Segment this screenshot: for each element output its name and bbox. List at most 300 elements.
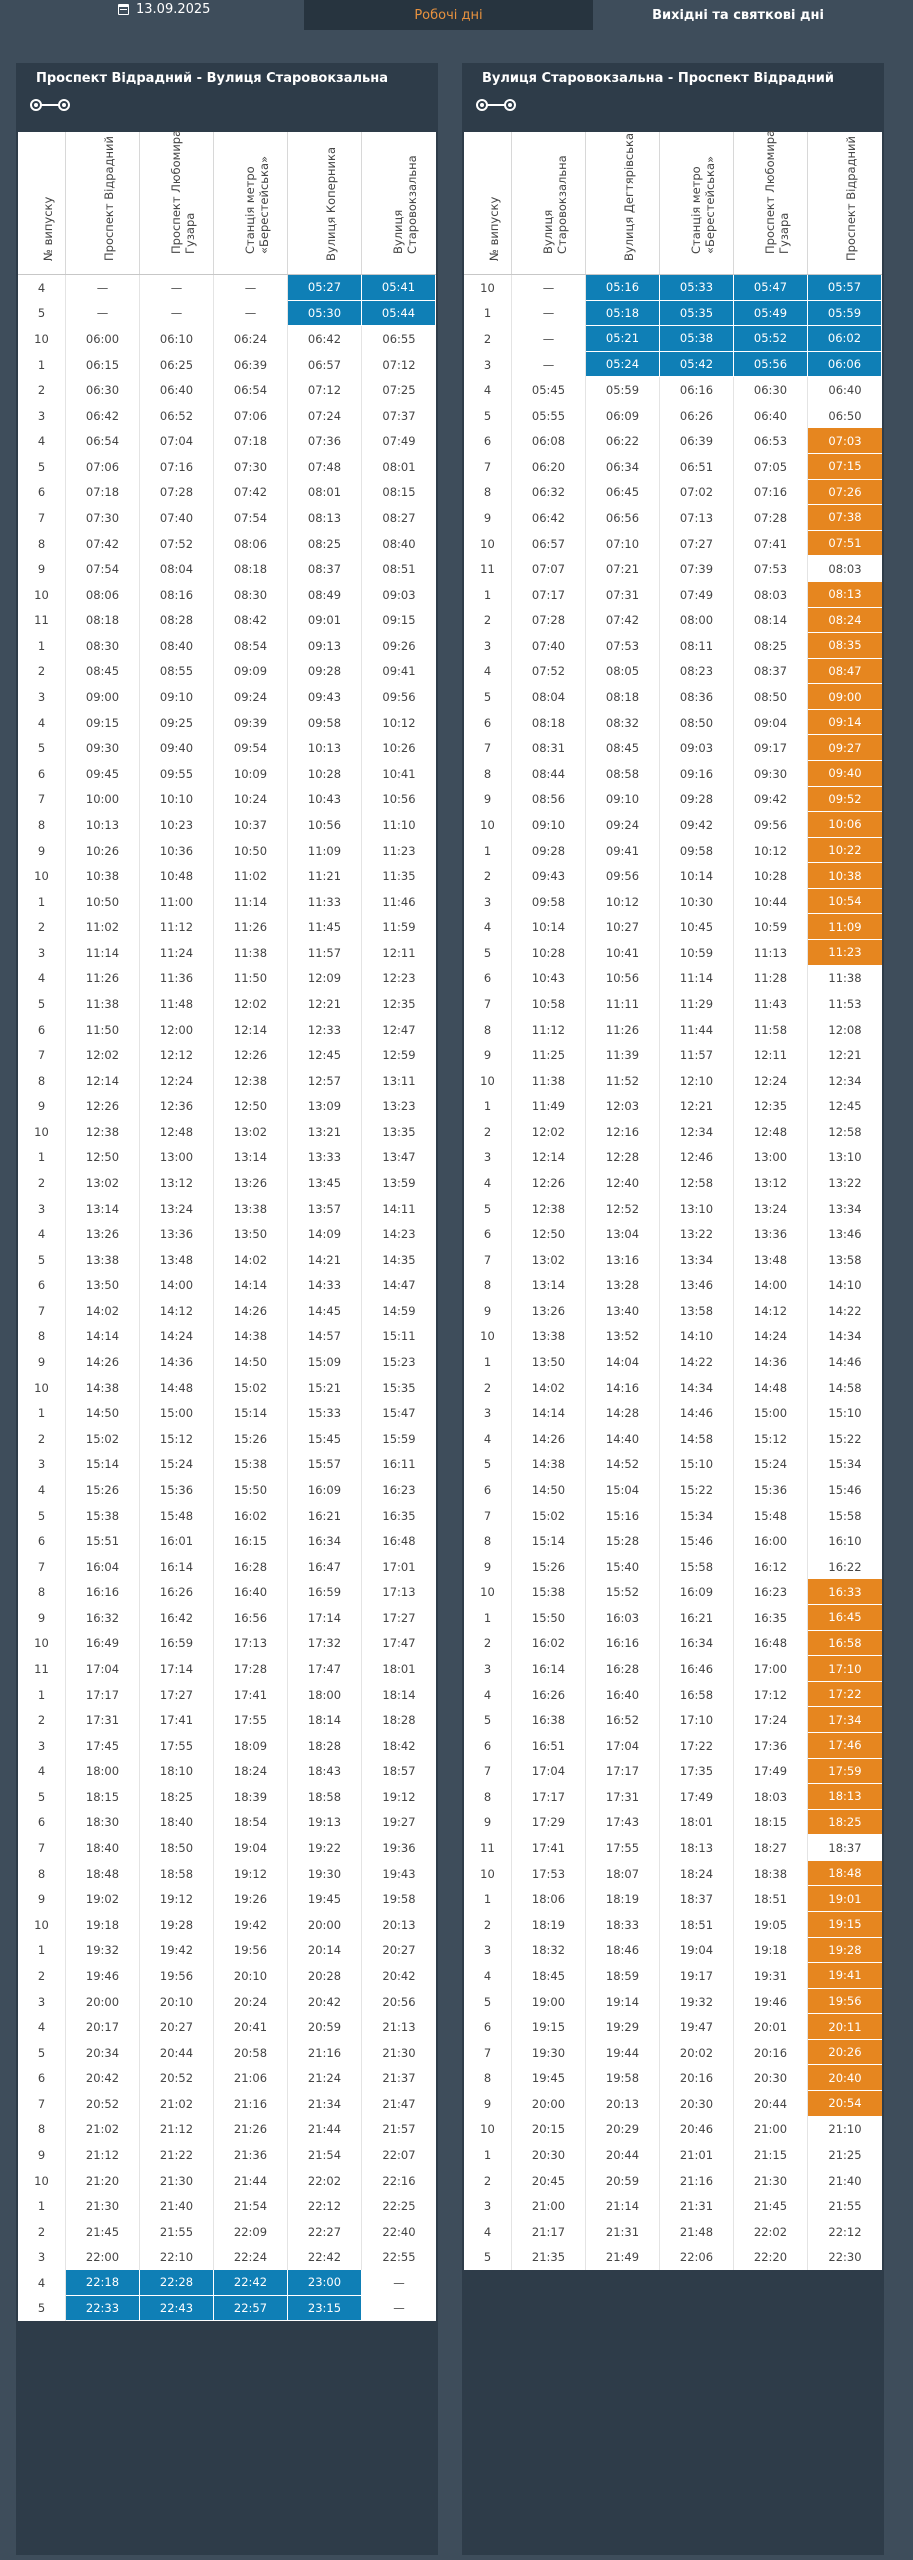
departure-time-cell: 15:47 [382, 1406, 416, 1421]
run-number-cell: 2 [18, 914, 66, 940]
departure-time-cell: 13:09 [288, 1094, 362, 1120]
departure-time-cell: 18:19 [512, 1912, 586, 1938]
departure-time-cell: 06:56 [586, 505, 660, 531]
departure-time-cell: 07:41 [734, 531, 808, 557]
departure-time-cell: 11:52 [586, 1068, 660, 1094]
departure-time-cell: 10:37 [214, 812, 288, 838]
table-row [464, 1145, 882, 1171]
run-number-cell: 2 [18, 1707, 66, 1733]
table-row [18, 1707, 436, 1733]
departure-time-cell: 23:00 [288, 2270, 362, 2296]
departure-time-cell: 16:28 [586, 1656, 660, 1682]
departure-time-cell: 11:49 [512, 1094, 586, 1120]
departure-time-cell: 18:28 [382, 1713, 416, 1728]
column-header-label: Проспект Любомира Гузара [168, 129, 197, 254]
departure-time-cell: 14:10 [828, 1278, 862, 1293]
departure-time-cell: 09:09 [214, 659, 288, 685]
departure-time-cell: 10:13 [66, 812, 140, 838]
departure-time-cell: 21:44 [214, 2168, 288, 2194]
departure-time-cell: 11:21 [288, 863, 362, 889]
departure-time-cell: 20:30 [734, 2065, 808, 2091]
run-number-cell: 10 [464, 812, 512, 838]
departure-time-cell: 07:30 [66, 505, 140, 531]
departure-time-cell: 21:54 [288, 2142, 362, 2168]
departure-time-cell: 19:13 [288, 1810, 362, 1836]
departure-time-cell: 15:24 [734, 1452, 808, 1478]
table-row [18, 2014, 436, 2040]
route-title: Проспект Відрадний - Вулиця Старовокзальна [36, 71, 389, 86]
run-number-cell: 10 [464, 531, 512, 557]
run-number-cell: 2 [464, 326, 512, 352]
departure-time-cell: 18:37 [828, 1841, 862, 1856]
departure-time-cell: 07:39 [660, 556, 734, 582]
departure-time-cell: 19:45 [512, 2065, 586, 2091]
run-number-cell: 7 [18, 1554, 66, 1580]
departure-time-cell: 21:16 [660, 2168, 734, 2194]
departure-time-cell: 16:35 [382, 1508, 416, 1523]
departure-time-cell: 05:52 [734, 326, 808, 352]
departure-time-cell: 05:24 [586, 352, 660, 378]
departure-time-cell: 09:42 [660, 812, 734, 838]
column-header-label: № випуску [40, 196, 55, 261]
departure-time-cell: 17:14 [288, 1605, 362, 1631]
departure-time-cell: 13:10 [828, 1150, 862, 1165]
departure-time-cell: 09:40 [140, 735, 214, 761]
table-row [18, 326, 436, 352]
table-row [18, 812, 436, 838]
departure-time-cell: 17:10 [660, 1707, 734, 1733]
departure-time-cell: 06:40 [140, 377, 214, 403]
run-number-cell: 3 [18, 684, 66, 710]
departure-time-cell: 06:22 [586, 428, 660, 454]
departure-time-cell: 17:28 [214, 1656, 288, 1682]
departure-time-cell: 18:43 [288, 1759, 362, 1785]
departure-time-cell: 16:14 [140, 1554, 214, 1580]
departure-time-cell: 12:34 [660, 1119, 734, 1145]
departure-time-cell: 13:59 [382, 1176, 416, 1191]
departure-time-cell: 20:00 [512, 2091, 586, 2117]
departure-time-cell: 15:00 [734, 1400, 808, 1426]
tab-workdays[interactable]: Робочі дні [304, 0, 593, 30]
column-header-label: Проспект Відрадний [101, 135, 116, 261]
departure-time-cell: 17:17 [586, 1759, 660, 1785]
departure-time-cell: 20:00 [66, 1989, 140, 2015]
departure-time-cell: 13:02 [512, 1247, 586, 1273]
departure-time-cell: 07:28 [140, 480, 214, 506]
departure-time-cell: 12:24 [140, 1068, 214, 1094]
departure-time-cell: 07:54 [66, 556, 140, 582]
departure-time-cell: 09:52 [808, 787, 882, 813]
departure-time-cell: 15:35 [382, 1380, 416, 1395]
departure-time-cell: 18:24 [660, 1861, 734, 1887]
departure-time-cell: 09:42 [734, 787, 808, 813]
departure-time-cell: 10:56 [382, 792, 416, 807]
departure-time-cell: 20:52 [66, 2091, 140, 2117]
departure-time-cell: 13:38 [66, 1247, 140, 1273]
table-row [18, 1119, 436, 1145]
departure-time-cell: 12:38 [214, 1068, 288, 1094]
departure-time-cell: 07:48 [288, 454, 362, 480]
table-row [18, 1579, 436, 1605]
run-number-cell: 4 [464, 2219, 512, 2245]
table-row [18, 301, 436, 327]
departure-time-cell: 14:40 [586, 1426, 660, 1452]
departure-time-cell: 16:09 [288, 1477, 362, 1503]
departure-time-cell: 17:41 [512, 1835, 586, 1861]
departure-time-cell: 21:37 [382, 2071, 416, 2086]
departure-time-cell: 21:47 [382, 2096, 416, 2111]
departure-time-cell: 16:34 [288, 1528, 362, 1554]
departure-time-cell: 16:42 [140, 1605, 214, 1631]
table-row [464, 735, 882, 761]
departure-time-cell: 09:26 [382, 638, 416, 653]
departure-time-cell: 11:02 [66, 914, 140, 940]
run-number-cell: 7 [18, 1042, 66, 1068]
departure-time-cell: 09:58 [288, 710, 362, 736]
departure-time-cell: 22:09 [214, 2219, 288, 2245]
departure-time-cell: 11:14 [66, 940, 140, 966]
departure-time-cell: 12:38 [66, 1119, 140, 1145]
departure-time-cell: 13:34 [660, 1247, 734, 1273]
departure-time-cell: 07:51 [808, 531, 882, 557]
departure-time-cell: 18:14 [288, 1707, 362, 1733]
departure-time-cell: 16:34 [660, 1631, 734, 1657]
departure-time-cell: 20:29 [586, 2117, 660, 2143]
departure-time-cell: 06:54 [66, 428, 140, 454]
departure-time-cell: 08:16 [140, 582, 214, 608]
departure-time-cell: 21:01 [660, 2142, 734, 2168]
departure-time-cell: 06:51 [660, 454, 734, 480]
run-number-cell: 8 [464, 761, 512, 787]
table-row [464, 966, 882, 992]
departure-time-cell: 18:15 [734, 1810, 808, 1836]
run-number-cell: 7 [18, 2091, 66, 2117]
departure-time-cell: 19:27 [382, 1815, 416, 1830]
departure-time-cell: 15:04 [586, 1477, 660, 1503]
table-row [464, 710, 882, 736]
departure-time-cell: 10:38 [66, 863, 140, 889]
departure-time-cell: 13:50 [66, 1273, 140, 1299]
run-number-cell: 1 [18, 1938, 66, 1964]
run-number-cell: 1 [18, 1400, 66, 1426]
departure-time-cell: 10:23 [140, 812, 214, 838]
departure-time-cell: 06:25 [140, 352, 214, 378]
table-row [18, 403, 436, 429]
departure-time-cell: 21:25 [828, 2147, 862, 2162]
run-number-cell: 8 [464, 1017, 512, 1043]
departure-time-cell: 21:31 [586, 2219, 660, 2245]
departure-time-cell: 18:33 [586, 1912, 660, 1938]
departure-time-cell: 09:25 [140, 710, 214, 736]
departure-time-cell: 20:11 [808, 2014, 882, 2040]
departure-time-cell: 17:22 [808, 1682, 882, 1708]
departure-time-cell: 13:46 [660, 1273, 734, 1299]
departure-time-cell: 21:10 [828, 2122, 862, 2137]
run-number-cell: 4 [18, 1477, 66, 1503]
departure-time-cell: 10:41 [586, 940, 660, 966]
table-row [464, 2040, 882, 2066]
departure-time-cell: 05:33 [660, 275, 734, 301]
departure-time-cell: 11:00 [140, 889, 214, 915]
departure-time-cell: 09:40 [808, 761, 882, 787]
departure-time-cell: 13:16 [586, 1247, 660, 1273]
departure-time-cell: 15:48 [734, 1503, 808, 1529]
table-row [18, 1963, 436, 1989]
run-number-cell: 7 [18, 1298, 66, 1324]
run-number-cell: 1 [464, 1094, 512, 1120]
direction-toggle[interactable] [38, 104, 62, 106]
departure-time-cell: 20:58 [214, 2040, 288, 2066]
run-number-cell: 5 [464, 2245, 512, 2271]
run-number-cell: 10 [464, 1579, 512, 1605]
departure-time-cell: 12:03 [586, 1094, 660, 1120]
departure-time-cell: 20:13 [586, 2091, 660, 2117]
table-row [18, 352, 436, 378]
departure-time-cell: 13:36 [140, 1221, 214, 1247]
departure-time-cell: 10:30 [660, 889, 734, 915]
departure-time-cell: 17:13 [382, 1585, 416, 1600]
departure-time-cell: 17:22 [660, 1733, 734, 1759]
table-row [464, 1349, 882, 1375]
departure-time-cell: 15:34 [660, 1503, 734, 1529]
route-panel-return [462, 63, 884, 2555]
departure-time-cell: 11:09 [288, 838, 362, 864]
departure-time-cell: 20:41 [214, 2014, 288, 2040]
run-number-cell: 5 [464, 940, 512, 966]
departure-time-cell: 09:04 [734, 710, 808, 736]
column-header-label: Станція метро «Берестейська» [688, 155, 717, 254]
run-number-cell: 10 [18, 1912, 66, 1938]
table-row [18, 480, 436, 506]
departure-time-cell: 11:38 [66, 991, 140, 1017]
table-row [464, 2193, 882, 2219]
table-row [464, 1810, 882, 1836]
departure-time-cell: 09:28 [660, 787, 734, 813]
column-header [586, 132, 660, 274]
departure-time-cell: 22:33 [66, 2296, 140, 2322]
departure-time-cell: 11:26 [66, 966, 140, 992]
run-number-cell: 11 [464, 556, 512, 582]
table-row [464, 838, 882, 864]
table-row [18, 2091, 436, 2117]
departure-time-cell: 14:52 [586, 1452, 660, 1478]
departure-time-cell: 06:30 [734, 377, 808, 403]
table-row [18, 710, 436, 736]
table-row [18, 1247, 436, 1273]
departure-time-cell: 19:31 [734, 1963, 808, 1989]
departure-time-cell: 06:57 [512, 531, 586, 557]
run-number-cell: 5 [18, 2040, 66, 2066]
run-number-cell: 10 [464, 1068, 512, 1094]
departure-time-cell: 15:46 [660, 1528, 734, 1554]
departure-time-cell: 12:09 [288, 966, 362, 992]
departure-time-cell: 14:02 [512, 1375, 586, 1401]
departure-time-cell: 19:56 [214, 1938, 288, 1964]
departure-time-cell: 12:50 [512, 1221, 586, 1247]
departure-time-cell: 19:32 [660, 1989, 734, 2015]
departure-time-cell: 19:12 [214, 1861, 288, 1887]
departure-time-cell: 15:12 [140, 1426, 214, 1452]
departure-time-cell: 08:51 [382, 562, 416, 577]
departure-time-cell: 05:59 [586, 377, 660, 403]
departure-time-cell: 15:38 [214, 1452, 288, 1478]
table-row [464, 428, 882, 454]
departure-time-cell: 14:46 [828, 1355, 862, 1370]
departure-time-cell: 08:13 [288, 505, 362, 531]
run-number-cell: 2 [464, 1631, 512, 1657]
departure-time-cell: 07:16 [140, 454, 214, 480]
departure-time-cell: 17:04 [512, 1759, 586, 1785]
departure-time-cell: 14:50 [512, 1477, 586, 1503]
departure-time-cell: — [66, 301, 140, 327]
departure-time-cell: 20:52 [140, 2065, 214, 2091]
departure-time-cell: 21:14 [586, 2193, 660, 2219]
table-row [464, 2168, 882, 2194]
table-row [464, 2117, 882, 2143]
table-row [464, 531, 882, 557]
departure-time-cell: 22:16 [382, 2173, 416, 2188]
departure-time-cell: 19:42 [214, 1912, 288, 1938]
departure-time-cell: 08:15 [382, 485, 416, 500]
run-number-cell: 2 [464, 1912, 512, 1938]
departure-time-cell: 11:39 [586, 1042, 660, 1068]
run-number-cell: 2 [464, 2168, 512, 2194]
table-row [18, 2219, 436, 2245]
run-number-cell: 5 [18, 1784, 66, 1810]
departure-time-cell: 17:31 [66, 1707, 140, 1733]
departure-time-cell: 07:31 [586, 582, 660, 608]
departure-time-cell: 11:43 [734, 991, 808, 1017]
table-row [464, 1733, 882, 1759]
table-row [18, 1170, 436, 1196]
departure-time-cell: 05:21 [586, 326, 660, 352]
run-number-cell: 6 [464, 428, 512, 454]
table-row [464, 2091, 882, 2117]
departure-time-cell: 17:29 [512, 1810, 586, 1836]
departure-time-cell: 09:58 [512, 889, 586, 915]
departure-time-cell: 07:04 [140, 428, 214, 454]
departure-time-cell: 09:43 [512, 863, 586, 889]
toggle-end-icon [58, 99, 70, 111]
departure-time-cell: 09:56 [382, 690, 416, 705]
departure-time-cell: 14:22 [660, 1349, 734, 1375]
table-row [464, 1759, 882, 1785]
run-number-cell: 10 [18, 1119, 66, 1145]
departure-time-cell: 18:59 [586, 1963, 660, 1989]
column-header [288, 132, 362, 274]
departure-time-cell: 18:01 [382, 1662, 416, 1676]
run-number-cell: 8 [18, 1861, 66, 1887]
departure-time-cell: 21:02 [66, 2117, 140, 2143]
departure-time-cell: 10:58 [512, 991, 586, 1017]
table-row [18, 1861, 436, 1887]
departure-time-cell: 15:21 [288, 1375, 362, 1401]
departure-time-cell: 15:50 [214, 1477, 288, 1503]
departure-time-cell: 10:59 [660, 940, 734, 966]
departure-time-cell: 12:48 [140, 1119, 214, 1145]
departure-time-cell: 16:40 [214, 1579, 288, 1605]
departure-time-cell: 09:30 [734, 761, 808, 787]
departure-time-cell: 12:26 [66, 1094, 140, 1120]
departure-time-cell: 14:09 [288, 1221, 362, 1247]
run-number-cell: 10 [464, 275, 512, 301]
departure-time-cell: 20:28 [288, 1963, 362, 1989]
departure-time-cell: 16:48 [382, 1534, 416, 1549]
departure-time-cell: 18:32 [512, 1938, 586, 1964]
departure-time-cell: 10:12 [734, 838, 808, 864]
departure-time-cell: 22:24 [214, 2245, 288, 2271]
departure-time-cell: 15:26 [512, 1554, 586, 1580]
departure-time-cell: 07:21 [586, 556, 660, 582]
departure-time-cell: 09:03 [382, 587, 416, 602]
run-number-cell: 6 [18, 1528, 66, 1554]
direction-toggle[interactable] [484, 104, 508, 106]
run-number-cell: 6 [18, 1273, 66, 1299]
table-row [464, 889, 882, 915]
departure-time-cell: 11:48 [140, 991, 214, 1017]
departure-time-cell: — [214, 275, 288, 301]
departure-time-cell: 07:06 [214, 403, 288, 429]
departure-time-cell: 21:45 [66, 2219, 140, 2245]
table-row [464, 1042, 882, 1068]
run-number-cell: 1 [464, 1349, 512, 1375]
departure-time-cell: 19:12 [382, 1789, 416, 1804]
departure-time-cell: 20:10 [140, 1989, 214, 2015]
departure-time-cell: 22:12 [828, 2224, 862, 2239]
departure-time-cell: 21:49 [586, 2245, 660, 2271]
departure-time-cell: 14:16 [586, 1375, 660, 1401]
run-number-cell: 8 [464, 480, 512, 506]
table-row [464, 1017, 882, 1043]
departure-time-cell: 14:38 [512, 1452, 586, 1478]
departure-time-cell: 12:12 [140, 1042, 214, 1068]
toggle-start-icon [30, 99, 42, 111]
departure-time-cell: 10:50 [66, 889, 140, 915]
run-number-cell: 1 [18, 1682, 66, 1708]
departure-time-cell: 08:06 [66, 582, 140, 608]
departure-time-cell: 09:30 [66, 735, 140, 761]
departure-time-cell: 22:07 [382, 2147, 416, 2162]
departure-time-cell: 10:10 [140, 787, 214, 813]
departure-time-cell: 21:16 [288, 2040, 362, 2066]
departure-time-cell: 11:10 [382, 817, 416, 832]
departure-time-cell: 08:04 [512, 684, 586, 710]
departure-time-cell: 12:21 [660, 1094, 734, 1120]
table-row [464, 1503, 882, 1529]
departure-time-cell: 18:13 [808, 1784, 882, 1810]
departure-time-cell: 15:00 [140, 1400, 214, 1426]
table-row [464, 1656, 882, 1682]
departure-time-cell: 20:14 [288, 1938, 362, 1964]
departure-time-cell: 11:38 [828, 971, 862, 986]
departure-time-cell: 20:26 [808, 2040, 882, 2066]
departure-time-cell: 06:08 [512, 428, 586, 454]
tab-weekends[interactable]: Вихідні та святкові дні [652, 7, 824, 23]
table-row [464, 1324, 882, 1350]
run-number-cell: 7 [464, 2040, 512, 2066]
departure-time-cell: 20:27 [382, 1943, 416, 1958]
departure-time-cell: 07:53 [586, 633, 660, 659]
departure-time-cell: 21:06 [214, 2065, 288, 2091]
run-number-cell: 6 [18, 1017, 66, 1043]
departure-time-cell: 07:25 [382, 383, 416, 398]
table-row [18, 608, 436, 634]
departure-time-cell: 08:06 [214, 531, 288, 557]
table-row [18, 1477, 436, 1503]
departure-time-cell: 07:02 [660, 480, 734, 506]
departure-time-cell: 19:58 [382, 1892, 416, 1907]
departure-time-cell: 16:32 [66, 1605, 140, 1631]
